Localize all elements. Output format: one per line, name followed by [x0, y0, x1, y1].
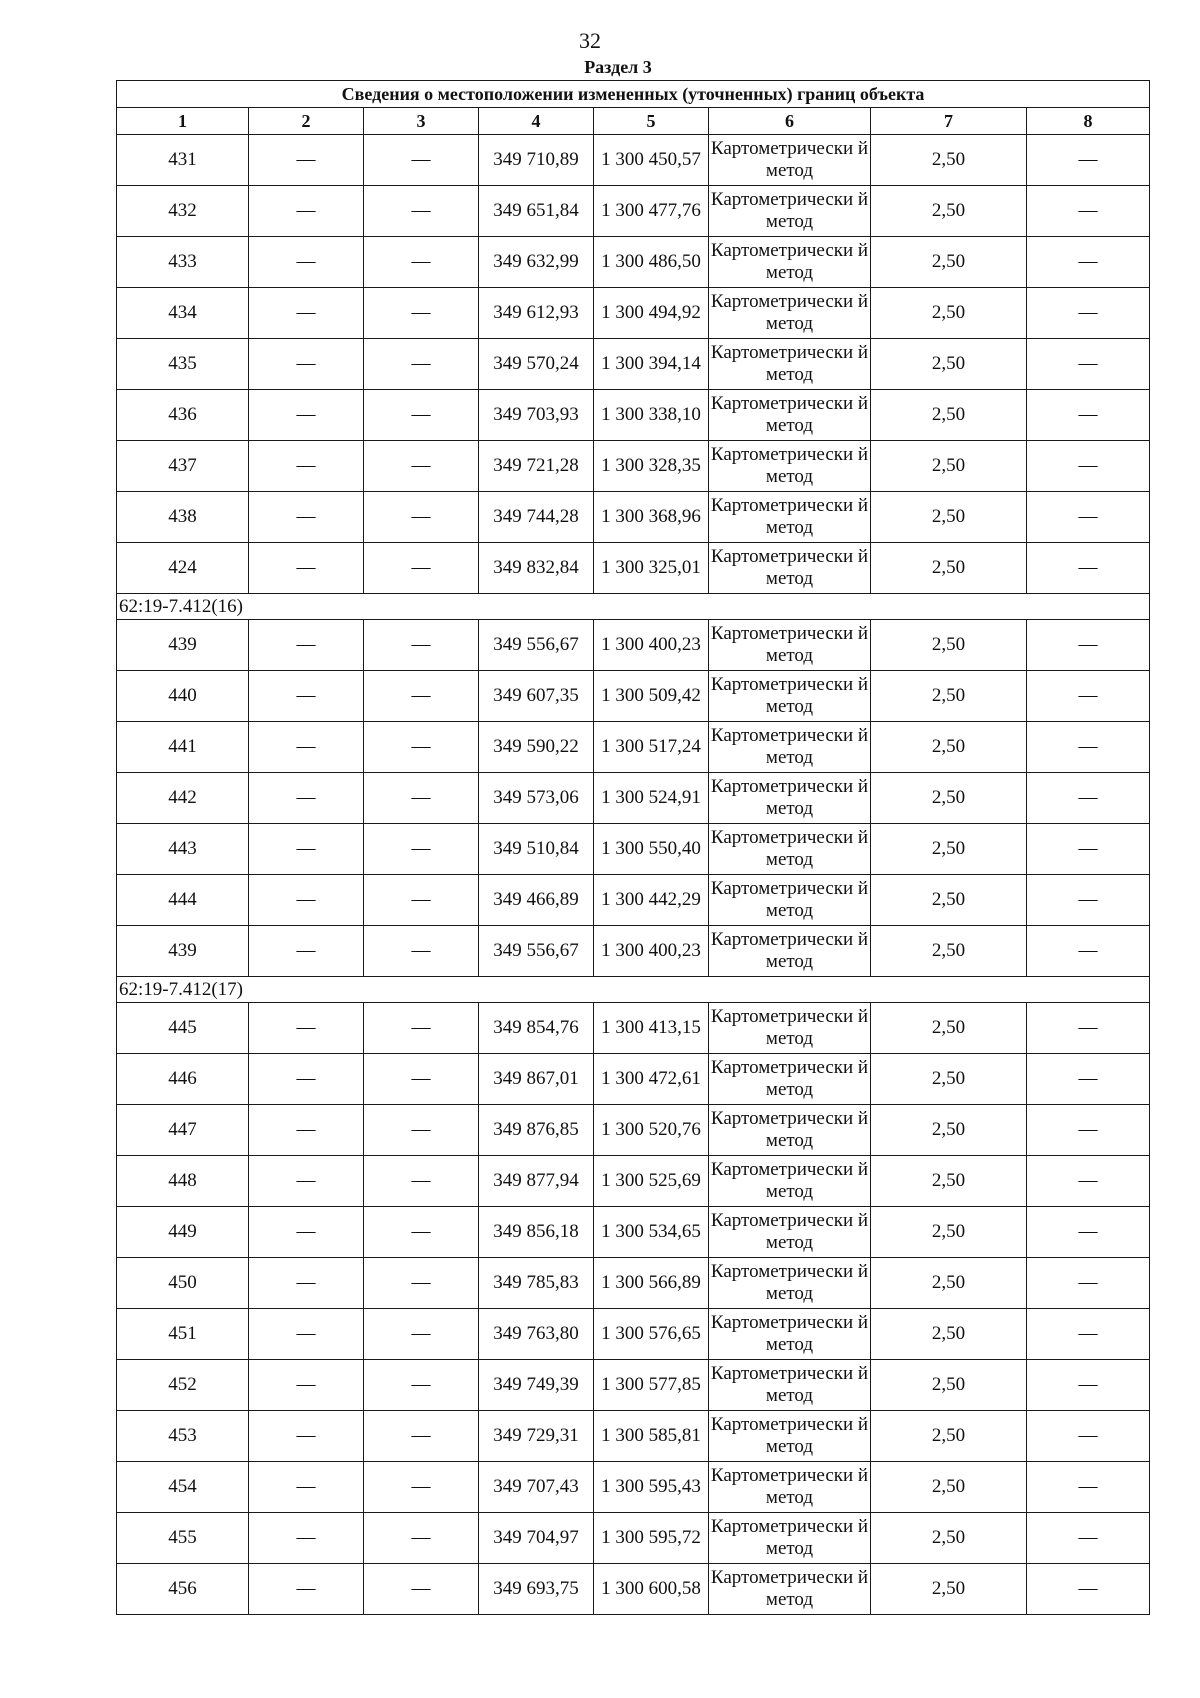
- col8-cell: —: [1027, 1309, 1150, 1360]
- point-number-cell: 437: [117, 441, 249, 492]
- point-number-cell: 442: [117, 773, 249, 824]
- column-number: 7: [871, 108, 1027, 135]
- accuracy-cell: 2,50: [871, 186, 1027, 237]
- col2-cell: —: [249, 1207, 364, 1258]
- y-coordinate-cell: 1 300 517,24: [594, 722, 709, 773]
- point-number-cell: 456: [117, 1564, 249, 1615]
- col2-cell: —: [249, 1258, 364, 1309]
- method-cell: Картометрически й метод: [709, 671, 871, 722]
- col8-cell: —: [1027, 1462, 1150, 1513]
- col3-cell: —: [364, 543, 479, 594]
- method-cell: Картометрически й метод: [709, 1309, 871, 1360]
- x-coordinate-cell: 349 570,24: [479, 339, 594, 390]
- accuracy-cell: 2,50: [871, 390, 1027, 441]
- point-number-cell: 424: [117, 543, 249, 594]
- y-coordinate-cell: 1 300 325,01: [594, 543, 709, 594]
- col3-cell: —: [364, 1564, 479, 1615]
- method-cell: Картометрически й метод: [709, 441, 871, 492]
- col8-cell: —: [1027, 1513, 1150, 1564]
- col2-cell: —: [249, 1411, 364, 1462]
- col2-cell: —: [249, 390, 364, 441]
- table-row: [117, 390, 1150, 441]
- col3-cell: —: [364, 824, 479, 875]
- x-coordinate-cell: 349 704,97: [479, 1513, 594, 1564]
- col3-cell: —: [364, 1207, 479, 1258]
- col2-cell: —: [249, 722, 364, 773]
- accuracy-cell: 2,50: [871, 1411, 1027, 1462]
- col2-cell: —: [249, 288, 364, 339]
- point-number-cell: 431: [117, 135, 249, 186]
- parcel-group-label: 62:19-7.412(16): [117, 594, 1150, 620]
- col2-cell: —: [249, 186, 364, 237]
- method-cell: Картометрически й метод: [709, 1258, 871, 1309]
- x-coordinate-cell: 349 856,18: [479, 1207, 594, 1258]
- method-cell: Картометрически й метод: [709, 1207, 871, 1258]
- method-cell: Картометрически й метод: [709, 722, 871, 773]
- col8-cell: —: [1027, 492, 1150, 543]
- table-row: [117, 1003, 1150, 1054]
- method-cell: Картометрически й метод: [709, 824, 871, 875]
- method-cell: Картометрически й метод: [709, 1411, 871, 1462]
- col8-cell: —: [1027, 1564, 1150, 1615]
- table-row: [117, 237, 1150, 288]
- x-coordinate-cell: 349 876,85: [479, 1105, 594, 1156]
- col8-cell: —: [1027, 441, 1150, 492]
- col8-cell: —: [1027, 1054, 1150, 1105]
- col2-cell: —: [249, 339, 364, 390]
- col8-cell: —: [1027, 1156, 1150, 1207]
- col2-cell: —: [249, 1462, 364, 1513]
- accuracy-cell: 2,50: [871, 492, 1027, 543]
- table-row: [117, 1411, 1150, 1462]
- col8-cell: —: [1027, 237, 1150, 288]
- x-coordinate-cell: 349 763,80: [479, 1309, 594, 1360]
- col8-cell: —: [1027, 1003, 1150, 1054]
- table-row: [117, 875, 1150, 926]
- x-coordinate-cell: 349 607,35: [479, 671, 594, 722]
- y-coordinate-cell: 1 300 472,61: [594, 1054, 709, 1105]
- table-row: [117, 722, 1150, 773]
- y-coordinate-cell: 1 300 595,72: [594, 1513, 709, 1564]
- y-coordinate-cell: 1 300 524,91: [594, 773, 709, 824]
- group-header-row: [117, 594, 1150, 620]
- col8-cell: —: [1027, 1360, 1150, 1411]
- method-cell: Картометрически й метод: [709, 926, 871, 977]
- method-cell: Картометрически й метод: [709, 1054, 871, 1105]
- column-number: 2: [249, 108, 364, 135]
- y-coordinate-cell: 1 300 328,35: [594, 441, 709, 492]
- accuracy-cell: 2,50: [871, 1207, 1027, 1258]
- point-number-cell: 433: [117, 237, 249, 288]
- col3-cell: —: [364, 288, 479, 339]
- point-number-cell: 444: [117, 875, 249, 926]
- method-cell: Картометрически й метод: [709, 1156, 871, 1207]
- x-coordinate-cell: 349 867,01: [479, 1054, 594, 1105]
- x-coordinate-cell: 349 832,84: [479, 543, 594, 594]
- col3-cell: —: [364, 773, 479, 824]
- accuracy-cell: 2,50: [871, 722, 1027, 773]
- accuracy-cell: 2,50: [871, 543, 1027, 594]
- y-coordinate-cell: 1 300 494,92: [594, 288, 709, 339]
- accuracy-cell: 2,50: [871, 1462, 1027, 1513]
- x-coordinate-cell: 349 877,94: [479, 1156, 594, 1207]
- point-number-cell: 440: [117, 671, 249, 722]
- col3-cell: —: [364, 926, 479, 977]
- table-row: [117, 186, 1150, 237]
- accuracy-cell: 2,50: [871, 135, 1027, 186]
- point-number-cell: 447: [117, 1105, 249, 1156]
- table-row: [117, 1513, 1150, 1564]
- column-number: 6: [709, 108, 871, 135]
- col2-cell: —: [249, 1003, 364, 1054]
- point-number-cell: 441: [117, 722, 249, 773]
- method-cell: Картометрически й метод: [709, 620, 871, 671]
- column-number: 5: [594, 108, 709, 135]
- col8-cell: —: [1027, 671, 1150, 722]
- x-coordinate-cell: 349 651,84: [479, 186, 594, 237]
- x-coordinate-cell: 349 854,76: [479, 1003, 594, 1054]
- method-cell: Картометрически й метод: [709, 1003, 871, 1054]
- page-number: 32: [579, 28, 601, 53]
- x-coordinate-cell: 349 721,28: [479, 441, 594, 492]
- y-coordinate-cell: 1 300 477,76: [594, 186, 709, 237]
- col3-cell: —: [364, 1411, 479, 1462]
- point-number-cell: 434: [117, 288, 249, 339]
- col3-cell: —: [364, 1156, 479, 1207]
- accuracy-cell: 2,50: [871, 824, 1027, 875]
- x-coordinate-cell: 349 632,99: [479, 237, 594, 288]
- method-cell: Картометрически й метод: [709, 543, 871, 594]
- x-coordinate-cell: 349 729,31: [479, 1411, 594, 1462]
- table-row: [117, 620, 1150, 671]
- col3-cell: —: [364, 492, 479, 543]
- y-coordinate-cell: 1 300 338,10: [594, 390, 709, 441]
- col2-cell: —: [249, 926, 364, 977]
- col3-cell: —: [364, 237, 479, 288]
- table-row: [117, 1207, 1150, 1258]
- col8-cell: —: [1027, 620, 1150, 671]
- accuracy-cell: 2,50: [871, 926, 1027, 977]
- accuracy-cell: 2,50: [871, 288, 1027, 339]
- point-number-cell: 453: [117, 1411, 249, 1462]
- column-number: 1: [117, 108, 249, 135]
- table-row: [117, 441, 1150, 492]
- point-number-cell: 439: [117, 926, 249, 977]
- col3-cell: —: [364, 1462, 479, 1513]
- method-cell: Картометрически й метод: [709, 1564, 871, 1615]
- table-row: [117, 1564, 1150, 1615]
- x-coordinate-cell: 349 710,89: [479, 135, 594, 186]
- y-coordinate-cell: 1 300 394,14: [594, 339, 709, 390]
- col8-cell: —: [1027, 135, 1150, 186]
- accuracy-cell: 2,50: [871, 1309, 1027, 1360]
- y-coordinate-cell: 1 300 520,76: [594, 1105, 709, 1156]
- point-number-cell: 448: [117, 1156, 249, 1207]
- y-coordinate-cell: 1 300 413,15: [594, 1003, 709, 1054]
- col8-cell: —: [1027, 1411, 1150, 1462]
- table-body: [117, 81, 1150, 1615]
- y-coordinate-cell: 1 300 486,50: [594, 237, 709, 288]
- col2-cell: —: [249, 441, 364, 492]
- y-coordinate-cell: 1 300 576,65: [594, 1309, 709, 1360]
- col8-cell: —: [1027, 773, 1150, 824]
- accuracy-cell: 2,50: [871, 339, 1027, 390]
- col2-cell: —: [249, 1054, 364, 1105]
- accuracy-cell: 2,50: [871, 1105, 1027, 1156]
- y-coordinate-cell: 1 300 400,23: [594, 620, 709, 671]
- table-row: [117, 1054, 1150, 1105]
- method-cell: Картометрически й метод: [709, 1462, 871, 1513]
- parcel-group-label: 62:19-7.412(17): [117, 977, 1150, 1003]
- accuracy-cell: 2,50: [871, 1564, 1027, 1615]
- y-coordinate-cell: 1 300 525,69: [594, 1156, 709, 1207]
- table-row: [117, 135, 1150, 186]
- col2-cell: —: [249, 671, 364, 722]
- y-coordinate-cell: 1 300 595,43: [594, 1462, 709, 1513]
- point-number-cell: 452: [117, 1360, 249, 1411]
- col2-cell: —: [249, 773, 364, 824]
- col3-cell: —: [364, 722, 479, 773]
- x-coordinate-cell: 349 693,75: [479, 1564, 594, 1615]
- col3-cell: —: [364, 186, 479, 237]
- table-row: [117, 1462, 1150, 1513]
- method-cell: Картометрически й метод: [709, 773, 871, 824]
- col8-cell: —: [1027, 288, 1150, 339]
- y-coordinate-cell: 1 300 577,85: [594, 1360, 709, 1411]
- y-coordinate-cell: 1 300 585,81: [594, 1411, 709, 1462]
- point-number-cell: 432: [117, 186, 249, 237]
- group-header-row: [117, 977, 1150, 1003]
- section-title: Раздел 3: [584, 57, 652, 77]
- col2-cell: —: [249, 620, 364, 671]
- point-number-cell: 438: [117, 492, 249, 543]
- col2-cell: —: [249, 1156, 364, 1207]
- x-coordinate-cell: 349 556,67: [479, 620, 594, 671]
- point-number-cell: 455: [117, 1513, 249, 1564]
- col8-cell: —: [1027, 722, 1150, 773]
- col3-cell: —: [364, 390, 479, 441]
- method-cell: Картометрически й метод: [709, 135, 871, 186]
- y-coordinate-cell: 1 300 368,96: [594, 492, 709, 543]
- boundary-coordinates-table: [116, 80, 1150, 1615]
- table-row: [117, 926, 1150, 977]
- table-row: [117, 1258, 1150, 1309]
- y-coordinate-cell: 1 300 550,40: [594, 824, 709, 875]
- col3-cell: —: [364, 1360, 479, 1411]
- table-row: [117, 492, 1150, 543]
- y-coordinate-cell: 1 300 400,23: [594, 926, 709, 977]
- col3-cell: —: [364, 1258, 479, 1309]
- col8-cell: —: [1027, 390, 1150, 441]
- point-number-cell: 451: [117, 1309, 249, 1360]
- point-number-cell: 443: [117, 824, 249, 875]
- x-coordinate-cell: 349 556,67: [479, 926, 594, 977]
- col3-cell: —: [364, 671, 479, 722]
- accuracy-cell: 2,50: [871, 1054, 1027, 1105]
- x-coordinate-cell: 349 590,22: [479, 722, 594, 773]
- col8-cell: —: [1027, 543, 1150, 594]
- y-coordinate-cell: 1 300 566,89: [594, 1258, 709, 1309]
- x-coordinate-cell: 349 749,39: [479, 1360, 594, 1411]
- method-cell: Картометрически й метод: [709, 1105, 871, 1156]
- point-number-cell: 450: [117, 1258, 249, 1309]
- col2-cell: —: [249, 1309, 364, 1360]
- col3-cell: —: [364, 1003, 479, 1054]
- y-coordinate-cell: 1 300 450,57: [594, 135, 709, 186]
- y-coordinate-cell: 1 300 600,58: [594, 1564, 709, 1615]
- col2-cell: —: [249, 135, 364, 186]
- x-coordinate-cell: 349 573,06: [479, 773, 594, 824]
- column-number-row: [117, 108, 1150, 135]
- y-coordinate-cell: 1 300 509,42: [594, 671, 709, 722]
- accuracy-cell: 2,50: [871, 1156, 1027, 1207]
- method-cell: Картометрически й метод: [709, 288, 871, 339]
- col2-cell: —: [249, 1564, 364, 1615]
- x-coordinate-cell: 349 785,83: [479, 1258, 594, 1309]
- table-row: [117, 824, 1150, 875]
- col8-cell: —: [1027, 926, 1150, 977]
- col2-cell: —: [249, 1513, 364, 1564]
- col3-cell: —: [364, 441, 479, 492]
- col8-cell: —: [1027, 186, 1150, 237]
- point-number-cell: 435: [117, 339, 249, 390]
- accuracy-cell: 2,50: [871, 773, 1027, 824]
- x-coordinate-cell: 349 744,28: [479, 492, 594, 543]
- method-cell: Картометрически й метод: [709, 1360, 871, 1411]
- table-row: [117, 773, 1150, 824]
- col8-cell: —: [1027, 1258, 1150, 1309]
- col8-cell: —: [1027, 875, 1150, 926]
- method-cell: Картометрически й метод: [709, 492, 871, 543]
- table-row: [117, 339, 1150, 390]
- table-caption-row: [117, 81, 1150, 108]
- y-coordinate-cell: 1 300 442,29: [594, 875, 709, 926]
- col2-cell: —: [249, 875, 364, 926]
- x-coordinate-cell: 349 466,89: [479, 875, 594, 926]
- col2-cell: —: [249, 1360, 364, 1411]
- table-row: [117, 1105, 1150, 1156]
- x-coordinate-cell: 349 707,43: [479, 1462, 594, 1513]
- point-number-cell: 446: [117, 1054, 249, 1105]
- accuracy-cell: 2,50: [871, 1003, 1027, 1054]
- point-number-cell: 449: [117, 1207, 249, 1258]
- accuracy-cell: 2,50: [871, 620, 1027, 671]
- table-row: [117, 1360, 1150, 1411]
- col2-cell: —: [249, 237, 364, 288]
- y-coordinate-cell: 1 300 534,65: [594, 1207, 709, 1258]
- column-number: 4: [479, 108, 594, 135]
- col3-cell: —: [364, 1309, 479, 1360]
- method-cell: Картометрически й метод: [709, 339, 871, 390]
- table-caption: Сведения о местоположении измененных (уточненных) границ объекта: [117, 81, 1150, 108]
- method-cell: Картометрически й метод: [709, 390, 871, 441]
- method-cell: Картометрически й метод: [709, 1513, 871, 1564]
- col3-cell: —: [364, 135, 479, 186]
- col3-cell: —: [364, 620, 479, 671]
- col2-cell: —: [249, 1105, 364, 1156]
- accuracy-cell: 2,50: [871, 441, 1027, 492]
- col2-cell: —: [249, 824, 364, 875]
- col8-cell: —: [1027, 1207, 1150, 1258]
- table-row: [117, 288, 1150, 339]
- table-row: [117, 671, 1150, 722]
- col8-cell: —: [1027, 339, 1150, 390]
- col8-cell: —: [1027, 824, 1150, 875]
- column-number: 8: [1027, 108, 1150, 135]
- col3-cell: —: [364, 1105, 479, 1156]
- method-cell: Картометрически й метод: [709, 875, 871, 926]
- method-cell: Картометрически й метод: [709, 186, 871, 237]
- point-number-cell: 454: [117, 1462, 249, 1513]
- col2-cell: —: [249, 543, 364, 594]
- col2-cell: —: [249, 492, 364, 543]
- point-number-cell: 436: [117, 390, 249, 441]
- column-number: 3: [364, 108, 479, 135]
- x-coordinate-cell: 349 510,84: [479, 824, 594, 875]
- x-coordinate-cell: 349 612,93: [479, 288, 594, 339]
- method-cell: Картометрически й метод: [709, 237, 871, 288]
- accuracy-cell: 2,50: [871, 237, 1027, 288]
- table-row: [117, 1156, 1150, 1207]
- accuracy-cell: 2,50: [871, 875, 1027, 926]
- col3-cell: —: [364, 875, 479, 926]
- accuracy-cell: 2,50: [871, 1513, 1027, 1564]
- point-number-cell: 439: [117, 620, 249, 671]
- col3-cell: —: [364, 339, 479, 390]
- accuracy-cell: 2,50: [871, 1360, 1027, 1411]
- point-number-cell: 445: [117, 1003, 249, 1054]
- accuracy-cell: 2,50: [871, 671, 1027, 722]
- col3-cell: —: [364, 1054, 479, 1105]
- x-coordinate-cell: 349 703,93: [479, 390, 594, 441]
- table-row: [117, 543, 1150, 594]
- table-row: [117, 1309, 1150, 1360]
- accuracy-cell: 2,50: [871, 1258, 1027, 1309]
- col8-cell: —: [1027, 1105, 1150, 1156]
- col3-cell: —: [364, 1513, 479, 1564]
